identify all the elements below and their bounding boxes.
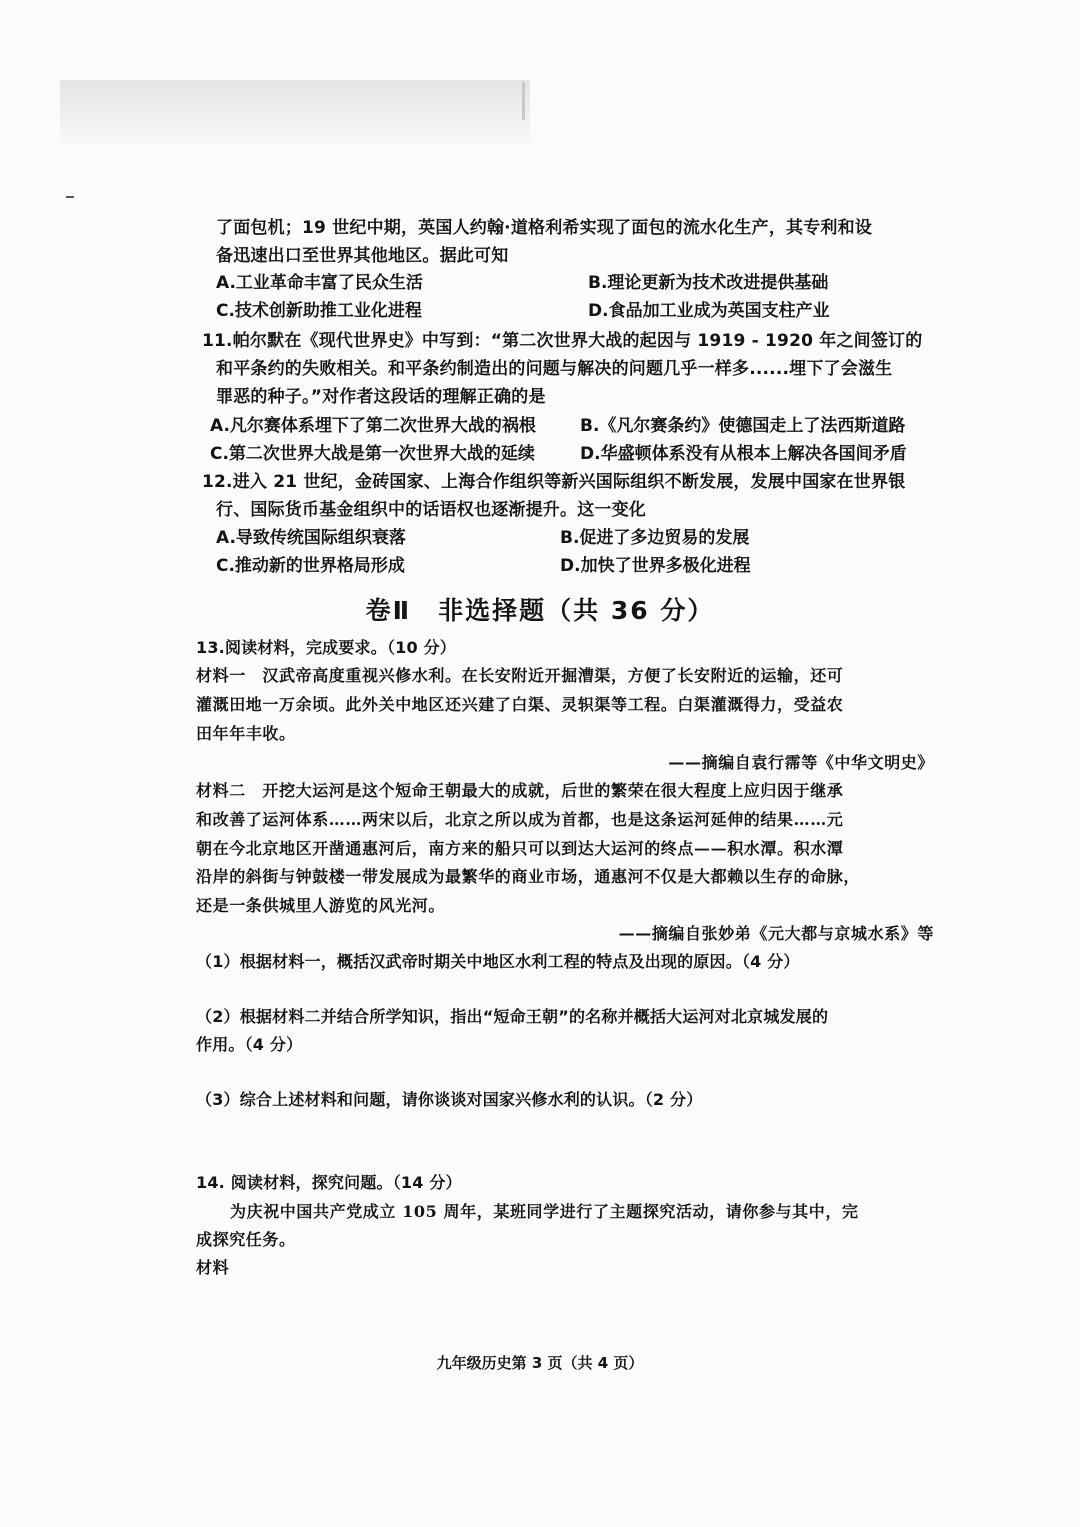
q12-option-d: D.加快了世界多极化进程 [560,556,751,576]
q14-material-label: 材料 [196,1258,230,1277]
q13-material2-line-5: 还是一条供城里人游览的风光河。 [196,896,446,915]
q13-heading: 13.阅读材料，完成要求。（10 分） [196,638,456,657]
page-footer: 九年级历史第 3 页（共 4 页） [436,1354,644,1372]
q13-material1-line-2: 灌溉田地一万余顷。此外关中地区还兴建了白渠、灵轵渠等工程。白渠灌溉得力，受益农 [196,695,844,714]
q13-material1-line-3: 田年年丰收。 [196,724,296,743]
q14-intro-line-1: 为庆祝中国共产党成立 105 周年，某班同学进行了主题探究活动，请你参与其中，完 [230,1202,859,1221]
q13-sub-question-1: （1）根据材料一，概括汉武帝时期关中地区水利工程的特点及出现的原因。（4 分） [196,952,800,971]
q13-sub-question-3: （3）综合上述材料和问题，请你谈谈对国家兴修水利的认识。（2 分） [196,1090,703,1109]
q10-option-c: C.技术创新助推工业化进程 [216,301,422,321]
scan-shadow [60,80,530,150]
q12-option-c: C.推动新的世界格局形成 [216,556,405,576]
q14-heading: 14. 阅读材料，探究问题。（14 分） [196,1173,462,1192]
scan-margin-mark [66,196,74,198]
q11-stem-line-1: 11.帕尔默在《现代世界史》中写到：“第二次世界大战的起因与 1919 - 1920 年之间签订的 [202,331,923,351]
q13-material2-line-3: 朝在今北京地区开凿通惠河后，南方来的船只可以到达大运河的终点——积水潭。积水潭 [196,839,844,858]
q10-stem-line-2: 备迅速出口至世界其他地区。据此可知 [216,246,509,266]
q13-sub-question-2-line-2: 作用。（4 分） [196,1035,303,1054]
q13-material1-line-1: 材料一 汉武帝高度重视兴修水利。在长安附近开掘漕渠，方便了长安附近的运输，还可 [196,666,844,685]
q12-stem-line-1: 12.进入 21 世纪，金砖国家、上海合作组织等新兴国际组织不断发展，发展中国家在世界银 [202,472,906,492]
q13-source-1: ——摘编自袁行霈等《中华文明史》 [668,753,934,772]
q13-material2-line-2: 和改善了运河体系……两宋以后，北京之所以成为首都，也是这条运河延伸的结果……元 [196,810,844,829]
q13-source-2: ——摘编自张妙弟《元大都与京城水系》等 [618,924,934,943]
q12-option-a: A.导致传统国际组织衰落 [216,528,406,548]
q11-option-b: B.《凡尔赛条约》使德国走上了法西斯道路 [580,416,906,436]
q10-option-b: B.理论更新为技术改进提供基础 [588,273,829,293]
q13-material2-line-1: 材料二 开挖大运河是这个短命王朝最大的成就，后世的繁荣在很大程度上应归因于继承 [196,781,844,800]
q10-option-d: D.食品加工业成为英国支柱产业 [588,301,830,321]
q12-option-b: B.促进了多边贸易的发展 [560,528,750,548]
q12-stem-line-2: 行、国际货币基金组织中的话语权也逐渐提升。这一变化 [216,500,646,520]
q14-intro-line-2: 成探究任务。 [196,1230,296,1249]
scan-edge-mark [522,82,525,120]
section-title: 卷Ⅱ 非选择题（共 36 分） [365,596,715,625]
q11-stem-line-2: 和平条约的失败相关。和平条约制造出的问题与解决的问题几乎一样多......埋下了会滋生 [216,359,893,379]
q13-material2-line-4: 沿岸的斜街与钟鼓楼一带发展成为最繁华的商业市场，通惠河不仅是大都赖以生存的命脉， [196,867,861,886]
q11-stem-line-3: 罪恶的种子。”对作者这段话的理解正确的是 [216,387,546,407]
q11-option-d: D.华盛顿体系没有从根本上解决各国间矛盾 [580,444,907,464]
q10-stem-line-1: 了面包机；19 世纪中期，英国人约翰·道格利希实现了面包的流水化生产，其专利和设 [216,218,873,238]
q10-option-a: A.工业革命丰富了民众生活 [216,273,423,293]
q11-option-c: C.第二次世界大战是第一次世界大战的延续 [210,444,535,464]
q11-option-a: A.凡尔赛体系埋下了第二次世界大战的祸根 [210,416,536,436]
q13-sub-question-2-line-1: （2）根据材料二并结合所学知识，指出“短命王朝”的名称并概括大运河对北京城发展的 [196,1007,829,1026]
